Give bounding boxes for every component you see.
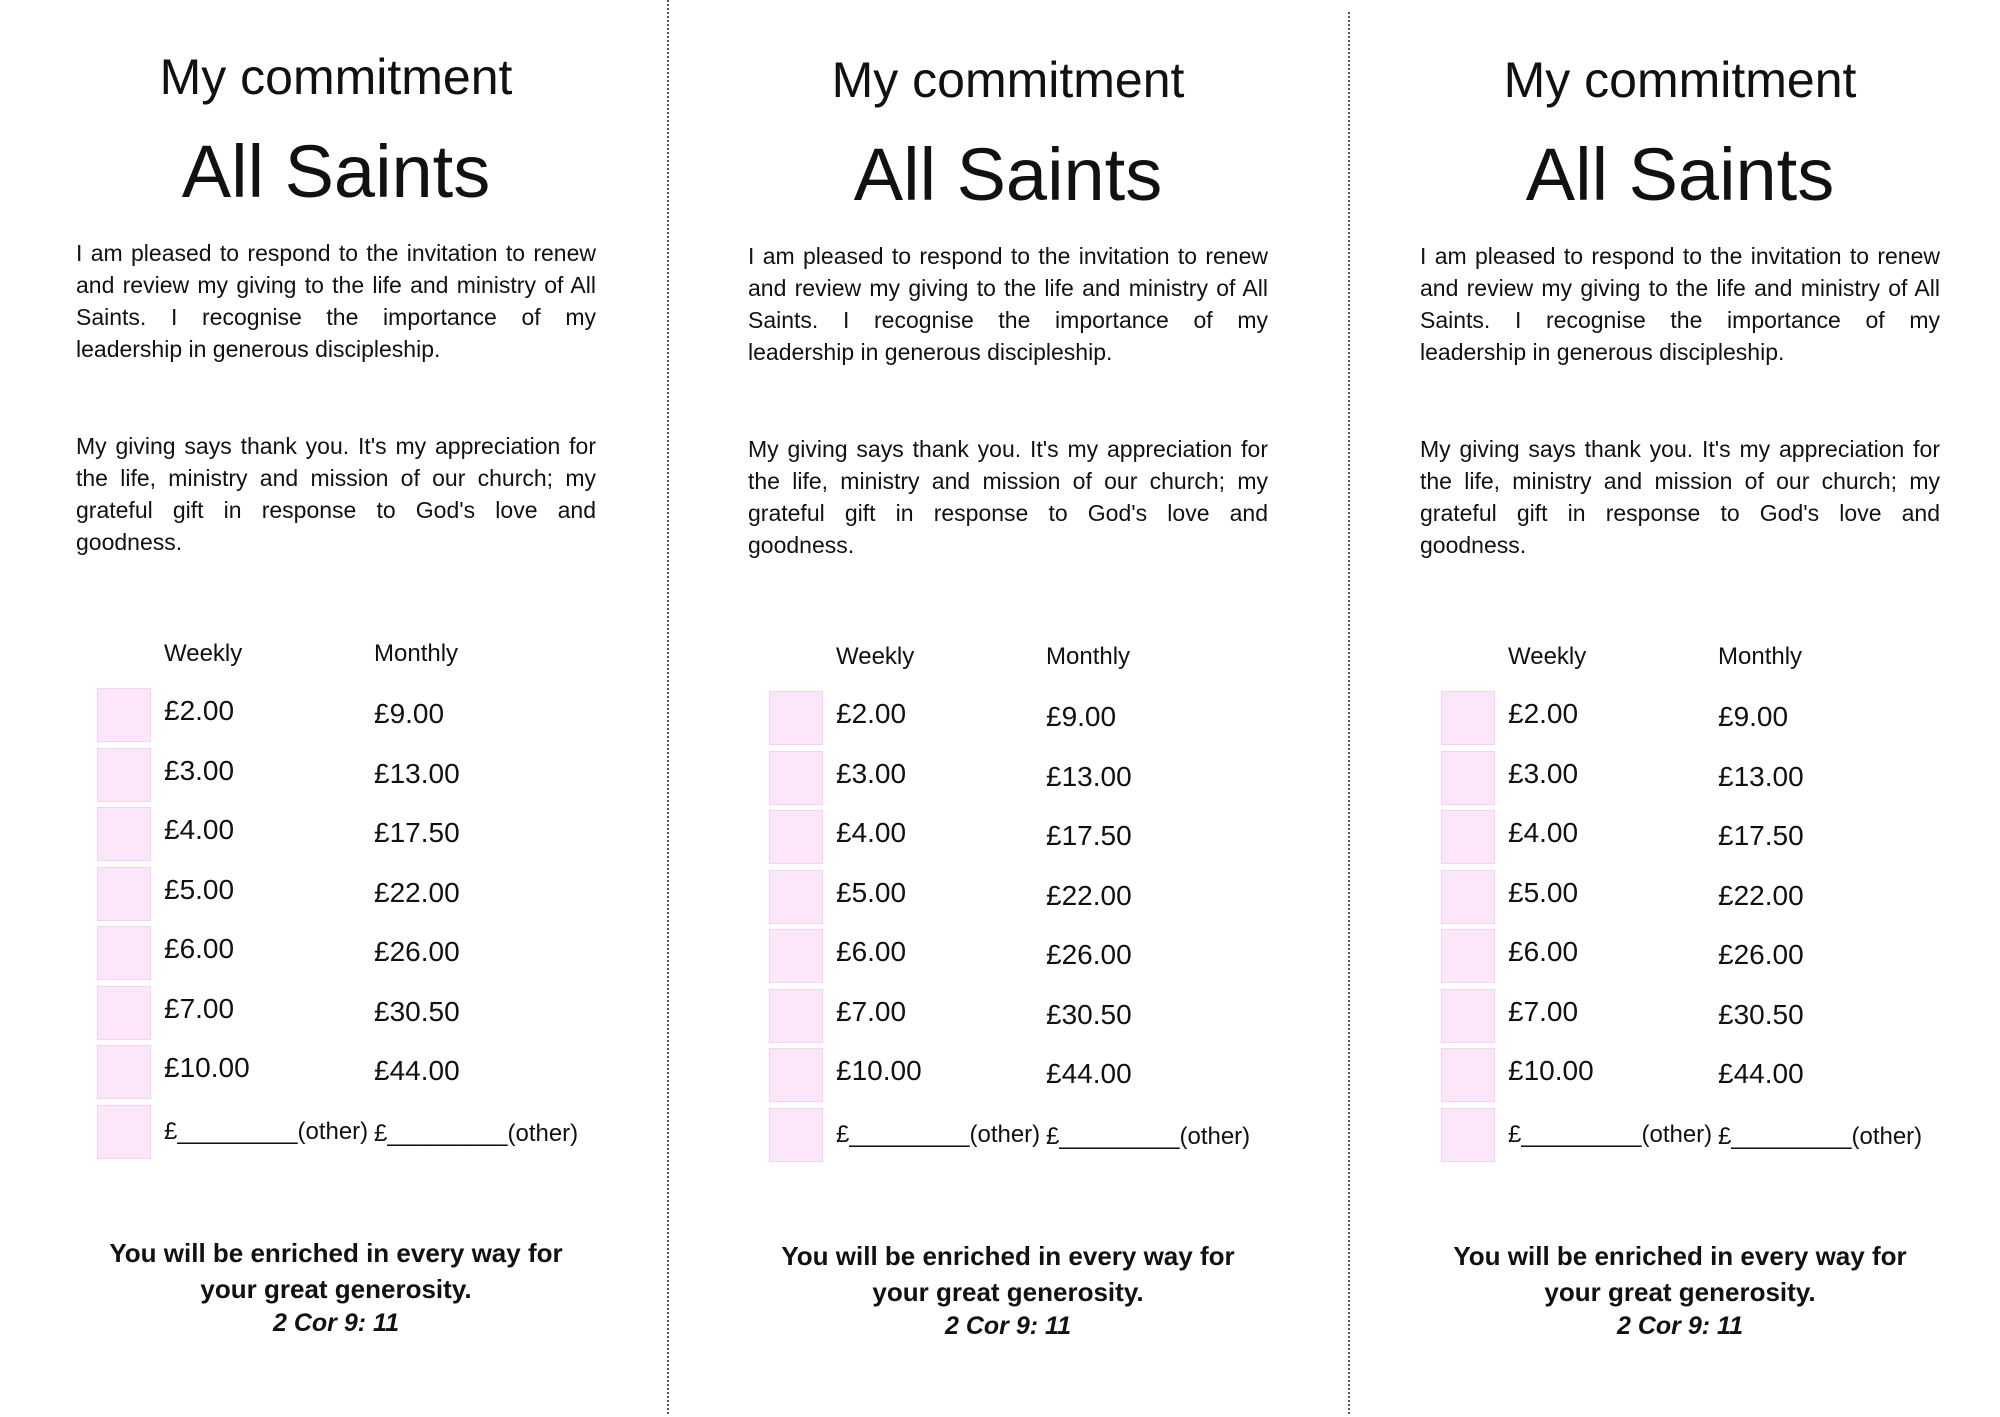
weekly-amount: £6.00 [164,933,235,964]
verse-line-2: your great generosity. [872,1277,1144,1307]
amount-checkbox[interactable] [769,1108,823,1162]
commitment-card [748,3,1268,1417]
verse-line-2: your great generosity. [200,1274,472,1304]
cut-line-divider [1348,12,1350,1414]
weekly-amount: £3.00 [1508,757,1579,789]
weekly-amount: £_________(other) [164,1117,369,1145]
monthly-amount: £_________(other) [374,1119,579,1147]
amount-checkbox[interactable] [97,688,151,742]
monthly-amount: £17.50 [374,817,460,848]
commitment-card [76,0,596,1414]
giving-option-row [76,1105,596,1164]
giving-option-row [76,688,596,747]
amount-checkbox[interactable] [1441,691,1495,745]
amount-checkbox[interactable] [97,1045,151,1099]
amount-checkbox[interactable] [769,751,823,805]
giving-option-row [76,748,596,807]
scripture-reference: 2 Cor 9: 11 [945,1312,1071,1340]
weekly-amount: £6.00 [1508,936,1579,967]
giving-option-row [1420,751,1940,810]
weekly-amount: £5.00 [1508,876,1579,908]
weekly-amount: £4.00 [1508,817,1579,848]
amount-checkbox[interactable] [1441,989,1495,1043]
intro-paragraph: I am pleased to respond to the invitation to renew and review my giving to the life and ministry of All Saints. I recognise the importance of my leadership in generous discipleship. [1420,243,1940,365]
intro-paragraph: I am pleased to respond to the invitation to renew and review my giving to the life and ministry of All Saints. I recognise the importance of my leadership in generous discipleship. [76,240,596,362]
church-name: All Saints [1525,133,1835,216]
monthly-amount: £44.00 [1046,1058,1132,1089]
giving-option-row [748,1048,1268,1107]
monthly-amount: £30.50 [1718,998,1804,1030]
monthly-amount: £30.50 [374,995,460,1027]
weekly-amount: £2.00 [836,698,907,729]
weekly-amount: £10.00 [164,1052,250,1083]
giving-option-row [748,1108,1268,1167]
giving-option-row [748,870,1268,929]
scripture-verse [748,1238,1268,1310]
giving-option-row [1420,989,1940,1048]
giving-option-row [76,986,596,1045]
appreciation-paragraph: My giving says thank you. It's my appreciation for the life, ministry and mission of our church; my grateful gift in response to God's love and goodness. [76,433,596,555]
monthly-amount: £13.00 [1046,760,1132,792]
monthly-header: Monthly [374,640,459,667]
amount-checkbox[interactable] [97,807,151,861]
amount-checkbox[interactable] [97,986,151,1040]
commitment-card [1420,3,1940,1417]
weekly-header: Weekly [1508,643,1587,670]
monthly-amount: £_________(other) [1718,1122,1923,1150]
amount-checkbox[interactable] [97,748,151,802]
weekly-amount: £4.00 [164,814,235,845]
giving-option-row [1420,929,1940,988]
amount-checkbox[interactable] [97,867,151,921]
intro-paragraph: I am pleased to respond to the invitation to renew and review my giving to the life and ministry of All Saints. I recognise the importance of my leadership in generous discipleship. [748,243,1268,365]
weekly-amount: £3.00 [836,757,907,789]
giving-option-row [76,807,596,866]
church-name: All Saints [853,133,1163,216]
weekly-amount: £2.00 [1508,698,1579,729]
giving-option-row [76,867,596,926]
amount-checkbox[interactable] [97,926,151,980]
monthly-amount: £9.00 [1046,701,1117,732]
weekly-amount: £7.00 [836,995,907,1027]
giving-option-row [76,926,596,985]
weekly-amount: £10.00 [836,1055,922,1086]
monthly-amount: £26.00 [1718,939,1804,970]
weekly-amount: £2.00 [164,695,235,726]
amount-checkbox[interactable] [1441,751,1495,805]
amount-checkbox[interactable] [769,691,823,745]
amount-checkbox[interactable] [769,870,823,924]
scripture-reference: 2 Cor 9: 11 [273,1309,399,1337]
giving-option-row [1420,1048,1940,1107]
appreciation-paragraph: My giving says thank you. It's my appreciation for the life, ministry and mission of our church; my grateful gift in response to God's love and goodness. [748,436,1268,558]
amount-checkbox[interactable] [1441,929,1495,983]
weekly-amount: £_________(other) [836,1120,1041,1148]
appreciation-paragraph: My giving says thank you. It's my appreciation for the life, ministry and mission of our church; my grateful gift in response to God's love and goodness. [1420,436,1940,558]
amount-checkbox[interactable] [1441,870,1495,924]
weekly-amount: £5.00 [836,876,907,908]
scripture-reference: 2 Cor 9: 11 [1617,1312,1743,1340]
card-title: My commitment [159,49,513,105]
monthly-header: Monthly [1718,643,1803,670]
monthly-amount: £17.50 [1718,820,1804,851]
monthly-amount: £17.50 [1046,820,1132,851]
amount-checkbox[interactable] [1441,1048,1495,1102]
verse-line-1: You will be enriched in every way for [109,1238,563,1268]
weekly-header: Weekly [836,643,915,670]
card-title: My commitment [1503,52,1857,108]
giving-option-row [1420,870,1940,929]
monthly-amount: £9.00 [374,698,445,729]
amount-checkbox[interactable] [1441,810,1495,864]
verse-line-2: your great generosity. [1544,1277,1816,1307]
weekly-header: Weekly [164,640,243,667]
monthly-amount: £9.00 [1718,701,1789,732]
amount-checkbox[interactable] [1441,1108,1495,1162]
giving-option-row [1420,1108,1940,1167]
cut-line-divider [667,0,669,1414]
verse-line-1: You will be enriched in every way for [1453,1241,1907,1271]
church-name: All Saints [181,130,491,213]
monthly-amount: £13.00 [1718,760,1804,792]
monthly-amount: £13.00 [374,757,460,789]
giving-option-row [76,1045,596,1104]
giving-option-row [748,929,1268,988]
monthly-amount: £26.00 [1046,939,1132,970]
monthly-amount: £22.00 [374,876,460,908]
monthly-amount: £44.00 [374,1055,460,1086]
verse-line-1: You will be enriched in every way for [781,1241,1235,1271]
monthly-amount: £22.00 [1046,879,1132,911]
giving-option-row [1420,691,1940,750]
scripture-verse [76,1235,596,1307]
amount-checkbox[interactable] [769,1048,823,1102]
weekly-amount: £6.00 [836,936,907,967]
weekly-amount: £_________(other) [1508,1120,1713,1148]
monthly-amount: £_________(other) [1046,1122,1251,1150]
giving-option-row [748,989,1268,1048]
monthly-amount: £22.00 [1718,879,1804,911]
weekly-amount: £7.00 [164,992,235,1024]
weekly-amount: £3.00 [164,754,235,786]
giving-option-row [748,751,1268,810]
weekly-amount: £5.00 [164,873,235,905]
scripture-verse [1420,1238,1940,1310]
monthly-header: Monthly [1046,643,1131,670]
giving-option-row [748,691,1268,750]
monthly-amount: £26.00 [374,936,460,967]
weekly-amount: £7.00 [1508,995,1579,1027]
amount-checkbox[interactable] [97,1105,151,1159]
giving-option-row [748,810,1268,869]
monthly-amount: £30.50 [1046,998,1132,1030]
amount-checkbox[interactable] [769,810,823,864]
giving-option-row [1420,810,1940,869]
monthly-amount: £44.00 [1718,1058,1804,1089]
card-title: My commitment [831,52,1185,108]
amount-checkbox[interactable] [769,929,823,983]
amount-checkbox[interactable] [769,989,823,1043]
weekly-amount: £10.00 [1508,1055,1594,1086]
weekly-amount: £4.00 [836,817,907,848]
